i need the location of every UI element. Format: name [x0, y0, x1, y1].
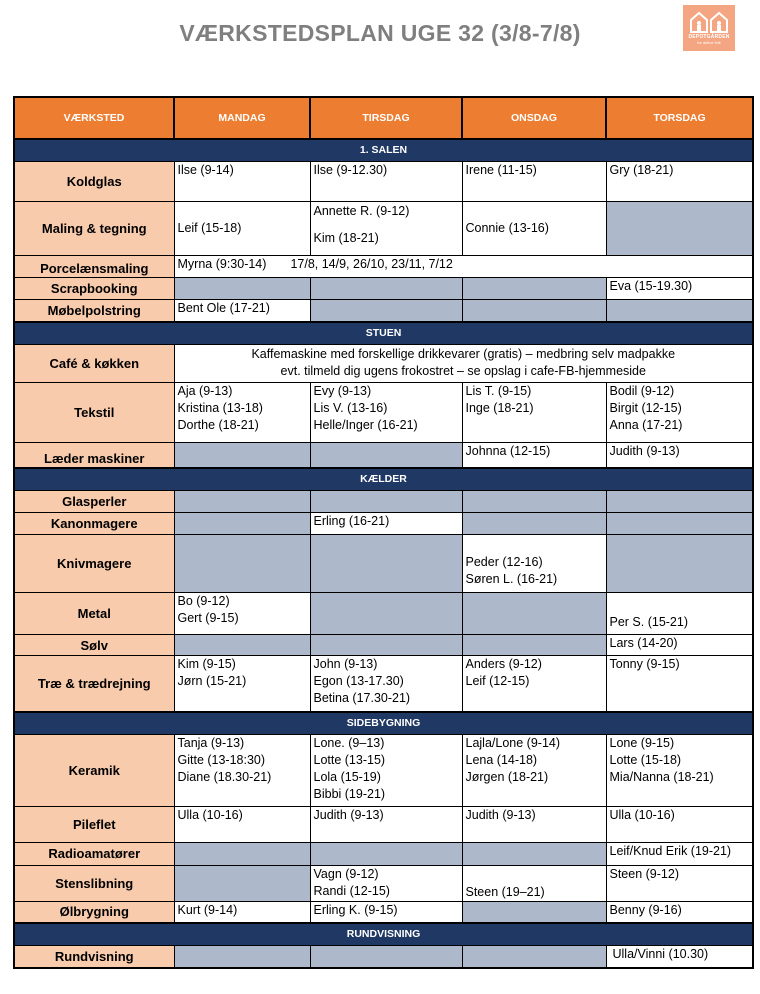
cell-empty	[462, 842, 606, 865]
table-row	[14, 865, 753, 901]
workshop-rundvisning: Rundvisning	[14, 946, 174, 968]
workshop-scrapbooking: Scrapbooking	[14, 278, 174, 300]
cell-trae-mon	[174, 656, 310, 712]
workshop-radio: Radioamatører	[14, 842, 174, 865]
cell-tekstil-wed	[462, 382, 606, 442]
workshop-metal: Metal	[14, 593, 174, 635]
cell-kanonmagere-tue: Erling (16-21)	[310, 513, 462, 535]
cell-line: Aja (9-13)	[177, 383, 233, 398]
table-row	[14, 162, 753, 202]
logo-subtext: for aktive folk	[697, 40, 721, 45]
cell-maling-wed: Connie (13-16)	[462, 202, 606, 256]
header-vaerksted: VÆRKSTED	[14, 97, 174, 139]
cell-line: Lena (14-18)	[465, 752, 538, 767]
section-row	[14, 468, 753, 491]
cell-tekstil-thu	[606, 382, 753, 442]
cell-empty	[462, 513, 606, 535]
table-row	[14, 382, 753, 442]
note-line: Kaffemaskine med forskellige drikkevarer (gratis) – medbring selv madpakke	[251, 347, 676, 361]
cell-line: Lis V. (13-16)	[313, 400, 388, 415]
cell-line: Helle/Inger (16-21)	[313, 417, 418, 432]
workshop-keramik: Keramik	[14, 734, 174, 806]
cell-trae-tue	[310, 656, 462, 712]
cell-line: Kristina (13-18)	[177, 400, 263, 415]
cell-pileflet-wed: Judith (9-13)	[462, 806, 606, 842]
table-row	[14, 344, 753, 382]
schedule-table	[13, 96, 754, 969]
workshop-laeder: Læder maskiner	[14, 442, 174, 468]
workshop-olbrygning: Ølbrygning	[14, 901, 174, 923]
table-row	[14, 278, 753, 300]
cell-line: Lajla/Lone (9-14)	[465, 735, 561, 750]
table-row	[14, 256, 753, 278]
depotgaarden-logo	[683, 5, 735, 51]
table-row	[14, 593, 753, 635]
cell-metal-mon	[174, 593, 310, 635]
cell-empty	[310, 593, 462, 635]
workshop-cafe: Café & køkken	[14, 344, 174, 382]
cell-empty	[606, 300, 753, 322]
cell-empty	[310, 946, 462, 968]
table-row	[14, 491, 753, 513]
cell-keramik-thu	[606, 734, 753, 806]
cell-olbrygning-tue: Erling K. (9-15)	[310, 901, 462, 923]
cell-empty	[462, 635, 606, 656]
workshop-solv: Sølv	[14, 635, 174, 656]
cell-trae-wed	[462, 656, 606, 712]
section-row	[14, 923, 753, 946]
cell-line: Birgit (12-15)	[609, 400, 682, 415]
cell-empty	[462, 278, 606, 300]
logo-text: DEPOTGÅRDEN	[688, 34, 730, 40]
cell-line: Randi (12-15)	[313, 883, 390, 898]
cell-pileflet-tue: Judith (9-13)	[310, 806, 462, 842]
cell-pileflet-thu: Ulla (10-16)	[606, 806, 753, 842]
cell-empty	[310, 635, 462, 656]
cell-koldglas-tue: Ilse (9-12.30)	[310, 162, 462, 202]
cell-empty	[606, 491, 753, 513]
workshop-mobelpolstring: Møbelpolstring	[14, 300, 174, 322]
header-onsdag: ONSDAG	[462, 97, 606, 139]
cell-empty	[174, 278, 310, 300]
table-row	[14, 901, 753, 923]
cell-empty	[310, 491, 462, 513]
cell-empty	[462, 946, 606, 968]
cell-line: Leif (12-15)	[465, 674, 530, 688]
cell-tekstil-tue	[310, 382, 462, 442]
table-row	[14, 202, 753, 256]
cell-koldglas-mon: Ilse (9-14)	[174, 162, 310, 202]
cell-empty	[174, 865, 310, 901]
cell-line: Peder (12-16)	[465, 555, 543, 569]
cell-empty	[606, 202, 753, 256]
cell-line: Lotte (15-18)	[609, 752, 682, 767]
section-row	[14, 139, 753, 162]
cell-line: John (9-13)	[313, 657, 378, 671]
cell-solv-thu: Lars (14-20)	[606, 635, 753, 656]
cell-tekstil-mon	[174, 382, 310, 442]
table-row	[14, 635, 753, 656]
cell-line: Egon (13-17.30)	[313, 674, 404, 688]
table-row	[14, 513, 753, 535]
cell-empty	[310, 300, 462, 322]
table-row	[14, 656, 753, 712]
cell-radio-thu: Leif/Knud Erik (19-21)	[606, 842, 753, 865]
cell-line: Kim (18-21)	[313, 231, 379, 245]
cell-stenslibning-tue	[310, 865, 462, 901]
cell-empty	[174, 513, 310, 535]
cell-line: Lone (9-15)	[609, 735, 675, 750]
header-mandag: MANDAG	[174, 97, 310, 139]
cell-line: Vagn (9-12)	[313, 866, 379, 881]
cell-keramik-wed	[462, 734, 606, 806]
cell-trae-thu: Tonny (9-15)	[606, 656, 753, 712]
table-row	[14, 946, 753, 968]
cell-empty	[174, 842, 310, 865]
cell-scrapbooking-thu: Eva (15-19.30)	[606, 278, 753, 300]
workshop-maling: Maling & tegning	[14, 202, 174, 256]
cell-line: Bo (9-12)	[177, 594, 230, 608]
cell-empty	[310, 442, 462, 468]
cell-line: Annette R. (9-12)	[313, 204, 410, 218]
cell-laeder-wed: Johnna (12-15)	[462, 442, 606, 468]
workshop-glasperler: Glasperler	[14, 491, 174, 513]
cell-koldglas-thu: Gry (18-21)	[606, 162, 753, 202]
cell-line: Jørgen (18-21)	[465, 769, 549, 784]
cell-line: Lotte (13-15)	[313, 752, 386, 767]
table-row	[14, 300, 753, 322]
workshop-stenslibning: Stenslibning	[14, 865, 174, 901]
cell-empty	[462, 491, 606, 513]
cell-line: Bibbi (19-21)	[313, 786, 386, 801]
cell-line: Dorthe (18-21)	[177, 417, 259, 432]
cell-line: Betina (17.30-21)	[313, 691, 411, 705]
cell-empty	[174, 491, 310, 513]
cell-stenslibning-wed: Steen (19–21)	[462, 865, 606, 901]
section-sidebygning: SIDEBYGNING	[14, 712, 753, 735]
header-row	[14, 97, 753, 139]
workshop-kanonmagere: Kanonmagere	[14, 513, 174, 535]
section-row	[14, 712, 753, 735]
cell-line: Evy (9-13)	[313, 383, 372, 398]
cell-line: Anna (17-21)	[609, 417, 683, 432]
table-row	[14, 842, 753, 865]
cell-empty	[462, 901, 606, 923]
cell-line: Gert (9-15)	[177, 611, 239, 625]
cell-line: Diane (18.30-21)	[177, 769, 272, 784]
workshop-tekstil: Tekstil	[14, 382, 174, 442]
table-row	[14, 734, 753, 806]
cell-line: Søren L. (16-21)	[465, 572, 558, 586]
cell-line: Bodil (9-12)	[609, 383, 675, 398]
section-salen: 1. SALEN	[14, 139, 753, 162]
cell-line: Lola (15-19)	[313, 769, 381, 784]
header-tirsdag: TIRSDAG	[310, 97, 462, 139]
cell-line: Mia/Nanna (18-21)	[609, 769, 714, 784]
cell-line: Lone. (9–13)	[313, 735, 385, 750]
cell-porcelaen-note	[174, 256, 753, 278]
cell-line: Jørn (15-21)	[177, 674, 247, 688]
cell-keramik-tue	[310, 734, 462, 806]
cell-empty	[310, 535, 462, 593]
cell-knivmagere-wed	[462, 535, 606, 593]
cell-empty	[462, 593, 606, 635]
workshop-porcelaensmaling: Porcelænsmaling	[14, 256, 174, 278]
cell-line: Inge (18-21)	[465, 400, 534, 415]
note-dates: 17/8, 14/9, 26/10, 23/11, 7/12	[290, 257, 453, 271]
cell-laeder-thu: Judith (9-13)	[606, 442, 753, 468]
cell-olbrygning-thu: Benny (9-16)	[606, 901, 753, 923]
cell-pileflet-mon: Ulla (10-16)	[174, 806, 310, 842]
cell-empty	[174, 535, 310, 593]
workshop-koldglas: Koldglas	[14, 162, 174, 202]
cell-empty	[310, 278, 462, 300]
cell-maling-tue	[310, 202, 462, 256]
cell-koldglas-wed: Irene (11-15)	[462, 162, 606, 202]
cell-metal-thu: Per S. (15-21)	[606, 593, 753, 635]
cell-line: Lis T. (9-15)	[465, 383, 532, 398]
cell-stenslibning-thu: Steen (9-12)	[606, 865, 753, 901]
section-rundvisning: RUNDVISNING	[14, 923, 753, 946]
table-row	[14, 806, 753, 842]
section-row	[14, 322, 753, 345]
cell-mobelpolstring-mon: Bent Ole (17-21)	[174, 300, 310, 322]
workshop-trae: Træ & trædrejning	[14, 656, 174, 712]
note-line: evt. tilmeld dig ugens frokostret – se opslag i cafe-FB-hjemmeside	[280, 364, 646, 378]
table-row	[14, 535, 753, 593]
cell-empty	[174, 442, 310, 468]
note-text: Myrna (9:30-14)	[177, 257, 267, 271]
cell-maling-mon: Leif (15-18)	[174, 202, 310, 256]
cell-line: Tanja (9-13)	[177, 735, 245, 750]
cell-line: Gitte (13-18:30)	[177, 752, 266, 767]
cell-cafe-note	[174, 344, 753, 382]
cell-empty	[174, 946, 310, 968]
cell-empty	[606, 535, 753, 593]
table-row	[14, 442, 753, 468]
cell-keramik-mon	[174, 734, 310, 806]
cell-empty	[310, 842, 462, 865]
header-torsdag: TORSDAG	[606, 97, 753, 139]
cell-empty	[174, 635, 310, 656]
cell-rundvisning-thu: Ulla/Vinni (10.30)	[606, 946, 753, 968]
workshop-knivmagere: Knivmagere	[14, 535, 174, 593]
page-title: VÆRKSTEDSPLAN UGE 32 (3/8-7/8)	[179, 20, 581, 46]
cell-line: Kim (9-15)	[177, 657, 236, 671]
section-stuen: STUEN	[14, 322, 753, 345]
cell-empty	[462, 300, 606, 322]
section-kaelder: KÆLDER	[14, 468, 753, 491]
houses-logo-icon	[689, 10, 729, 34]
cell-olbrygning-mon: Kurt (9-14)	[174, 901, 310, 923]
cell-empty	[606, 513, 753, 535]
cell-line: Anders (9-12)	[465, 657, 542, 671]
workshop-pileflet: Pileflet	[14, 806, 174, 842]
